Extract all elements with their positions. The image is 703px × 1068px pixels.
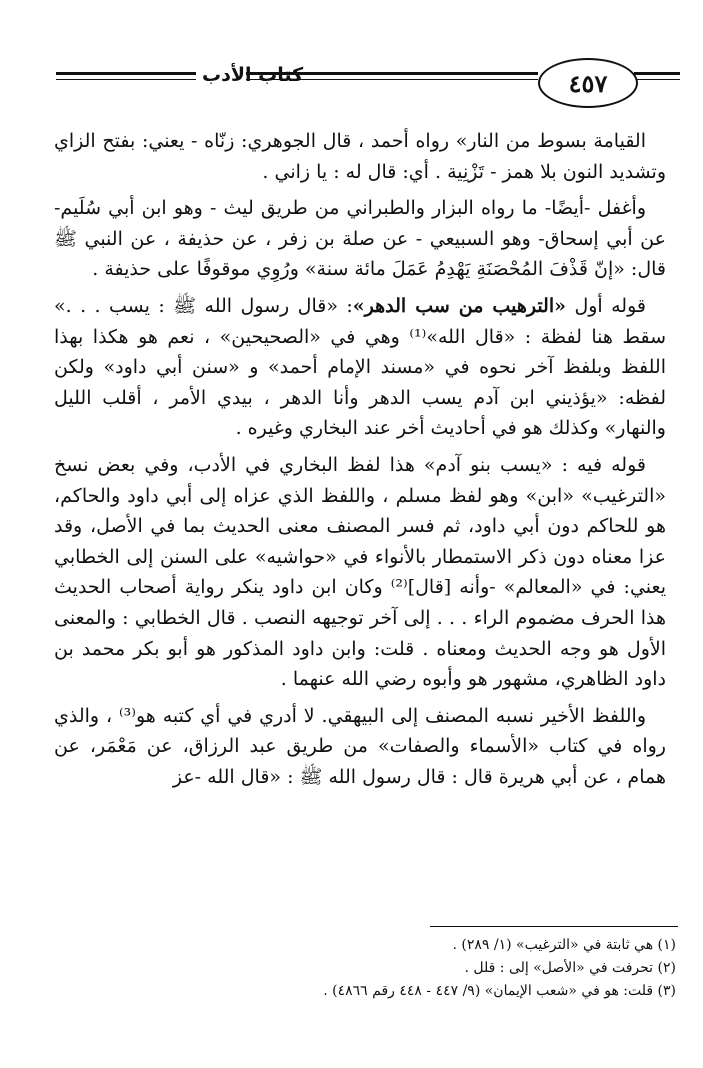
main-text: [54, 126, 666, 798]
paragraph-3-body: : «قال رسول الله ﷺ : يسب . . .» سقط هنا لفظة : «قال الله»⁽¹⁾ وهي في «الصحيحين» ، نعم هو هكذا بهذا اللفظ وبلفظ آخر نحوه في «مسند الإمام أحمد» و «سنن أبي داود» ولكن لفظه: «يؤذيني ابن آدم يسب الدهر وأنا الدهر ، بيدي الأمر ، أقلب الليل والنهار» وكذلك هو في أحاديث أخر عند البخاري وغيره .: [54, 294, 666, 440]
header-rule-right-ext: [634, 72, 680, 75]
paragraph-4: قوله فيه : «يسب بنو آدم» هذا لفظ البخاري في الأدب، وفي بعض نسخ «الترغيب» «ابن» وهو لفظ مسلم ، واللفظ الذي عزاه إلى أبي داود والحاكم، هو للحاكم دون أبي داود، ثم فسر المصنف معنى الحديث بما في الأصل، وقد عزا معناه دون ذكر الاستمطار بالأنواء في «حواشيه» على السنن إلى الخطابي يعني: في «المعالم» -وأنه [قال]⁽²⁾ وكان ابن داود ينكر رواية أصحاب الحديث هذا الحرف مضموم الراء . . . إلى آخر توجيهه النصب . قال الخطابي : والمعنى الأول هو وجه الحديث ومعناه . قلت: وابن داود المذكور هو أبو بكر محمد بن داود الظاهري، مشهور هو وأبوه رضي الله عنهما .: [54, 453, 666, 691]
paragraph-2: وأغفل -أيضًا- ما رواه البزار والطبراني من طريق ليث - وهو ابن أبي سُلَيم- عن أبي إسحاق- وهو السبيعي - عن صلة بن زفر ، عن حذيفة ، عن النبي ﷺ قال: «إنّ قَذْفَ المُحْصَنَةِ يَهْدِمُ عَمَلَ مائة سنة» ورُوِي موقوفًا على حذيفة .: [54, 197, 666, 281]
header-rule-right-ext-thin: [634, 79, 680, 80]
section-title: «الترهيب من سب الدهر»: [352, 294, 567, 317]
page-number: ٤٥٧: [538, 58, 638, 108]
page-header: [40, 44, 680, 114]
paragraph-5: واللفظ الأخير نسبه المصنف إلى البيهقي. لا أدري في أي كتبه هو⁽³⁾ ، والذي رواه في كتاب «الأسماء والصفات» من طريق عبد الرزاق، عن مَعْمَر، عن همام ، عن أبي هريرة قال : قال رسول الله ﷺ : «قال الله -عز: [54, 704, 666, 788]
paragraph-3: [54, 291, 666, 444]
footnotes: [54, 934, 676, 1003]
footnote-1: (١) هي ثابتة في «الترغيب» (١/ ٢٨٩) .: [452, 937, 676, 953]
footnote-2: (٢) تحرفت في «الأصل» إلى : قلل .: [464, 960, 676, 976]
header-rule-left: [56, 72, 196, 75]
footnote-3: (٣) قلت: هو في «شعب الإيمان» (٩/ ٤٤٧ - ٤٤٨ رقم ٤٨٦٦) .: [323, 983, 676, 999]
paragraph-3-lead: قوله أول: [566, 294, 646, 317]
paragraph-1: القيامة بسوط من النار» رواه أحمد ، قال الجوهري: زنّاه - يعني: بفتح الزاي وتشديد النون بلا همز - تَزْنِية . أي: قال له : يا زاني .: [54, 130, 666, 183]
chapter-title: كتاب الأدب: [202, 64, 304, 86]
header-rule-left-thin: [56, 79, 196, 80]
footnote-divider: [430, 926, 678, 927]
